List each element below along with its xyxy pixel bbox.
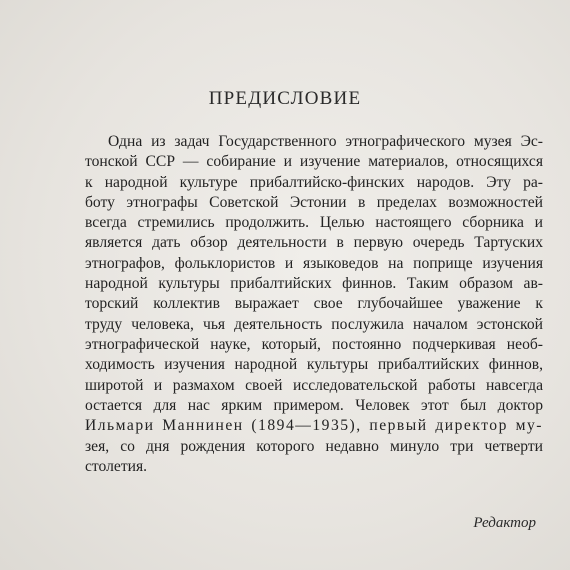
text-line: столетия. [85,458,148,475]
text-line: торский коллектив выражает свое глубочайшее уважение к [85,295,543,312]
text-line: ходимость изучения народной культуры прибалтийских финнов, [85,356,543,373]
text-line: Ильмари Маннинен (1894—1935), первый директор му- [85,417,543,434]
text-line: Одна из задач Государственного этнографического музея Эс- [108,133,543,150]
text-line: этнографической науке, который, постоянно подчеркивая необ- [85,336,543,353]
text-line: боту этнографы Советской Эстонии в пределах возможностей [85,194,543,211]
text-line: народной культуры прибалтийских финнов. Таким образом ав- [85,275,543,292]
text-line: является дать обзор деятельности в первую очередь Тартуских [85,234,543,251]
text-line: к народной культуре прибалтийско-финских народов. Эту ра- [85,174,543,191]
text-line: остается для нас ярким примером. Человек этот был доктор [85,397,543,414]
text-line: широтой и размахом своей исследовательской работы навсегда [85,377,543,394]
text-line: тонской ССР — собирание и изучение материалов, относящихся [85,153,543,170]
signature: Редактор [473,515,536,531]
text-line: этнографов, фольклористов и языковедов на поприще изучения [85,255,543,272]
text-line: всегда стремились продолжить. Целью настоящего сборника и [85,214,543,231]
page-title: ПРЕДИСЛОВИЕ [208,88,362,109]
text-line: зея, со дня рождения которого недавно минуло три четверти [85,438,543,455]
text-line: труду человека, чья деятельность послужила началом эстонской [85,316,543,333]
